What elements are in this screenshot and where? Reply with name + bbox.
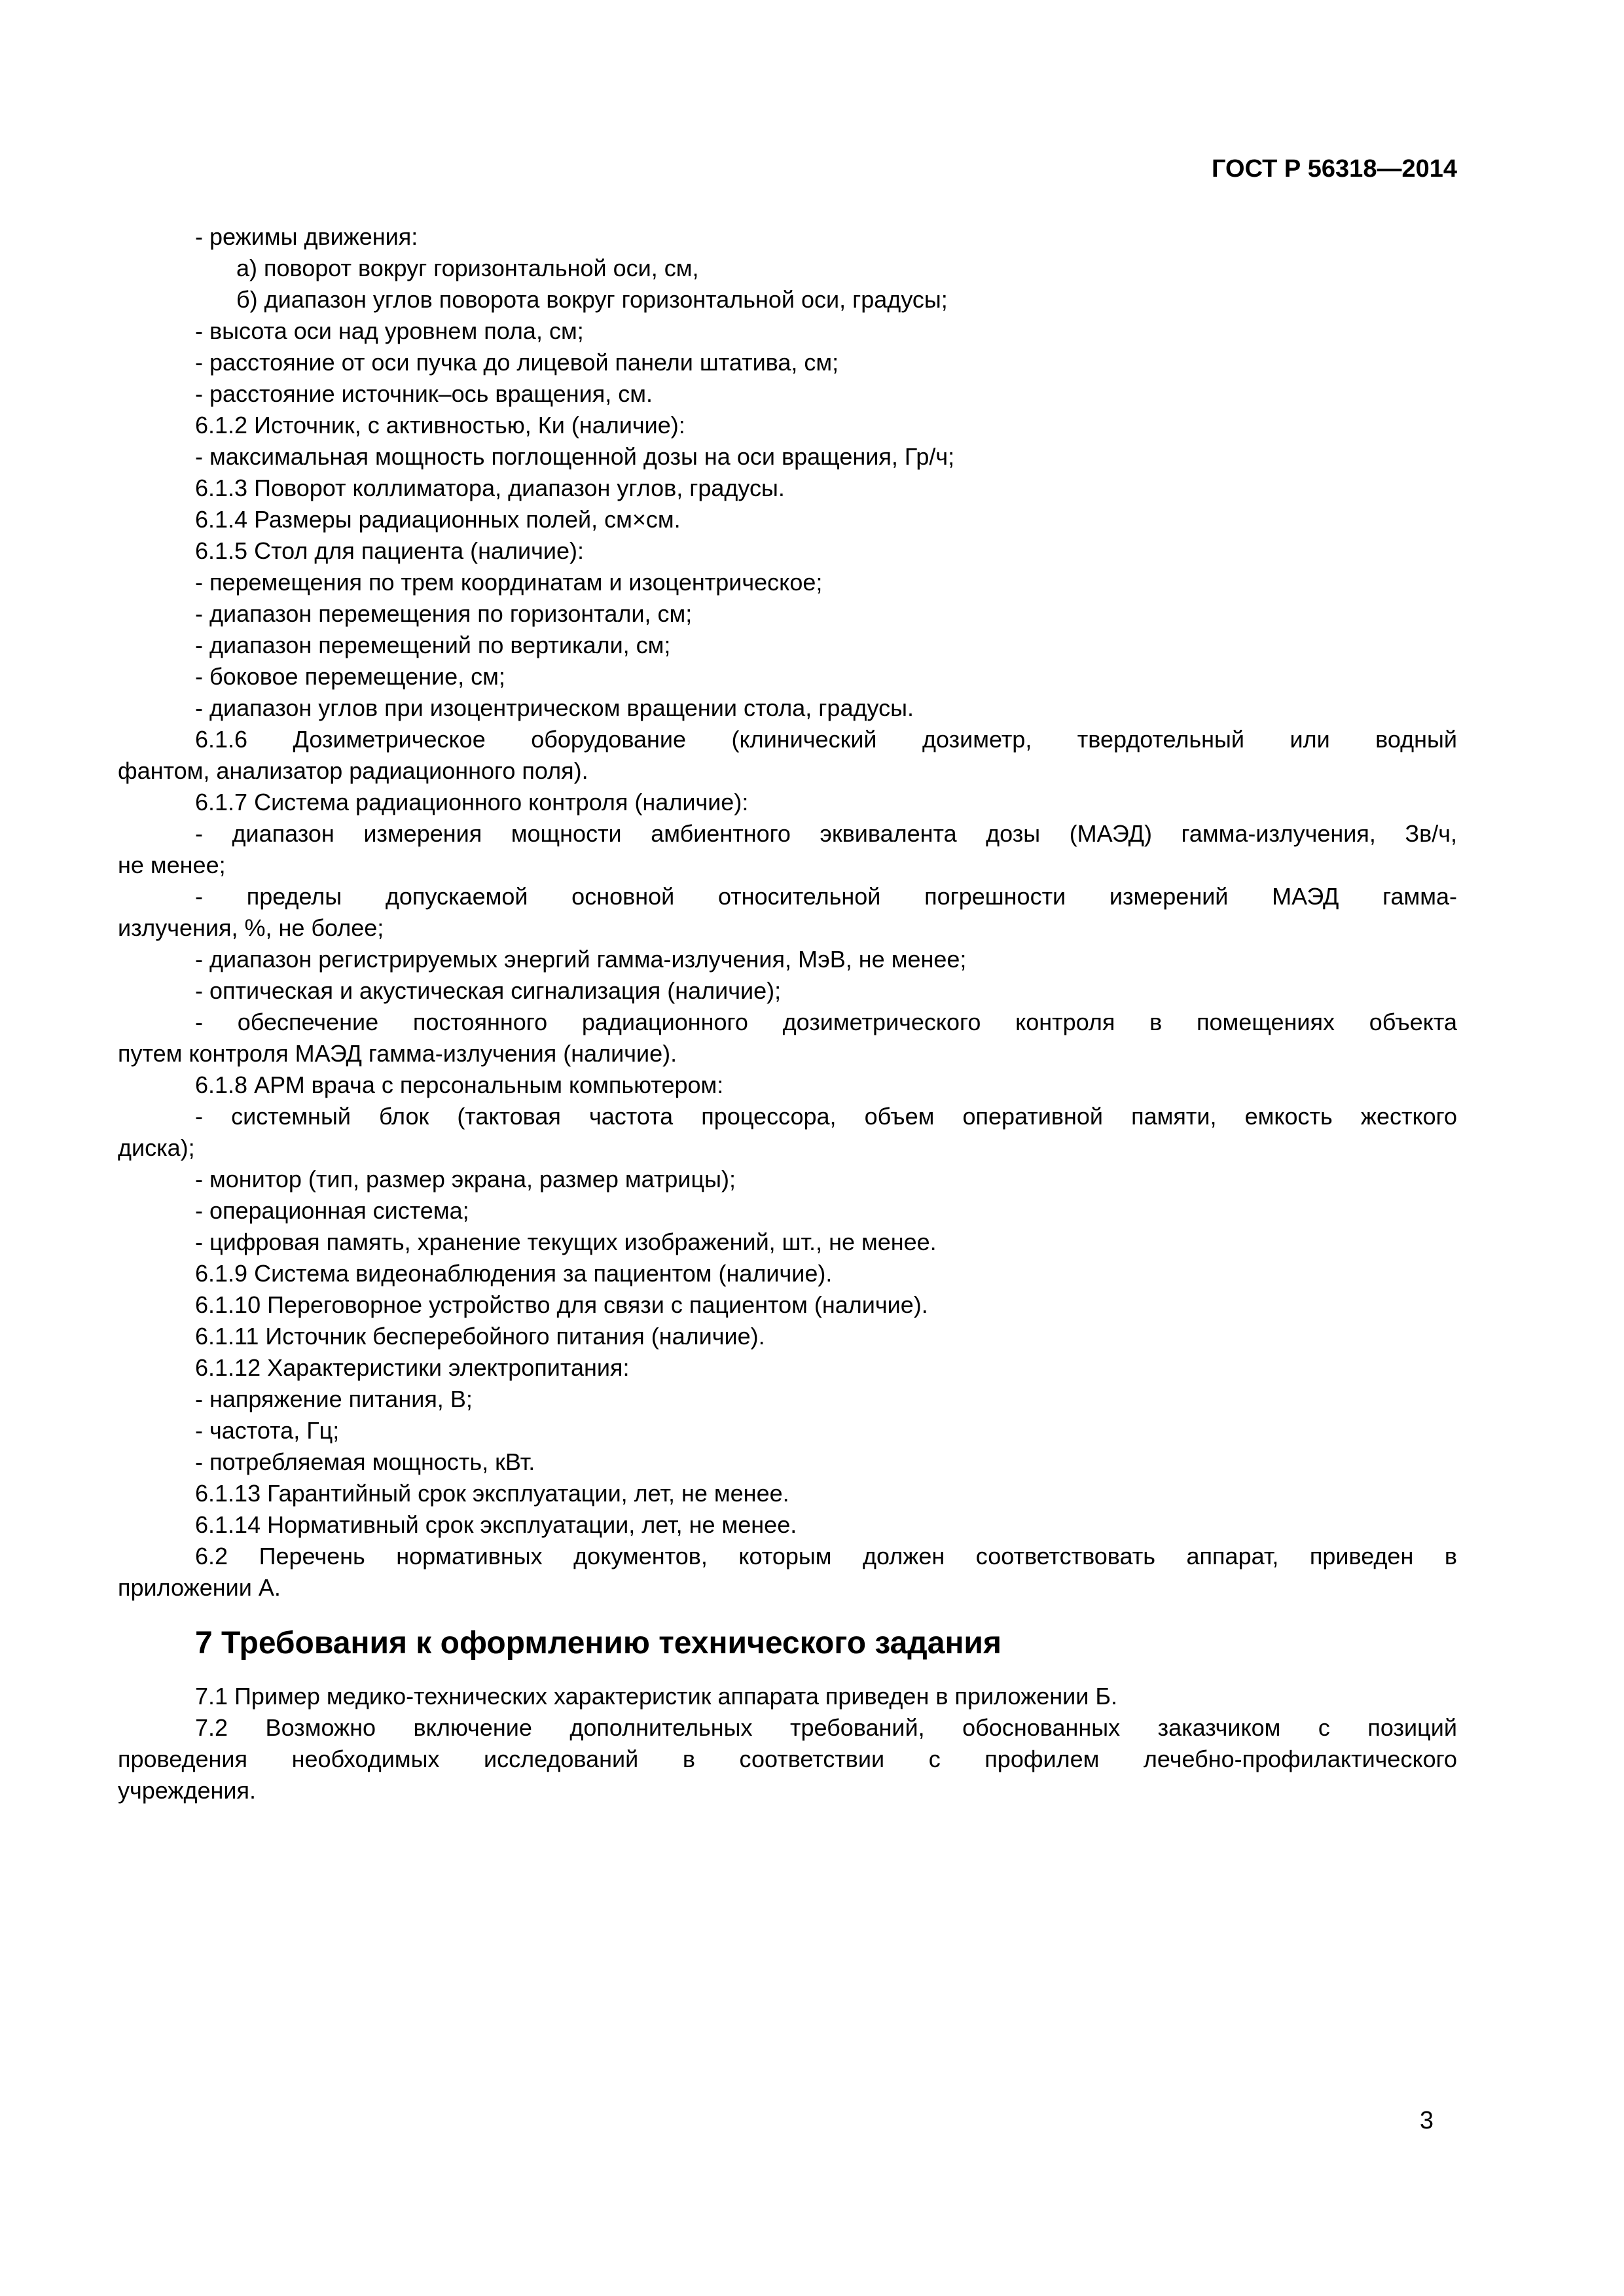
text-line: 6.1.3 Поворот коллиматора, диапазон углов, градусы. <box>195 475 785 501</box>
text-line: 6.1.6 Дозиметрическое оборудование (клинический дозиметр, твердотельный или водный <box>195 726 1457 753</box>
text-line: - диапазон перемещения по горизонтали, см; <box>195 600 693 627</box>
text-line: - расстояние от оси пучка до лицевой панели штатива, см; <box>195 349 839 376</box>
text-line: б) диапазон углов поворота вокруг горизонтальной оси, градусы; <box>236 286 948 313</box>
text-line: - перемещения по трем координатам и изоцентрическое; <box>195 569 823 596</box>
text-line: - напряжение питания, В; <box>195 1386 473 1412</box>
text-line: 6.1.13 Гарантийный срок эксплуатации, лет, не менее. <box>195 1480 789 1507</box>
text-line: - диапазон углов при изоцентрическом вращении стола, градусы. <box>195 694 914 721</box>
text-line: 6.1.7 Система радиационного контроля (наличие): <box>195 789 749 816</box>
text-line: - цифровая память, хранение текущих изображений, шт., не менее. <box>195 1229 937 1255</box>
text-line: 6.1.11 Источник бесперебойного питания (наличие). <box>195 1323 765 1350</box>
text-line: - системный блок (тактовая частота процессора, объем оперативной памяти, емкость жесткого <box>195 1103 1457 1130</box>
document-body <box>118 221 1457 1806</box>
text-line: 6.2 Перечень нормативных документов, которым должен соответствовать аппарат, приведен в <box>195 1543 1457 1570</box>
text-line: фантом, анализатор радиационного поля). <box>118 757 588 784</box>
standard-number-header: ГОСТ Р 56318—2014 <box>1212 155 1457 183</box>
text-line: - монитор (тип, размер экрана, размер матрицы); <box>195 1166 736 1193</box>
page-number: 3 <box>1419 2107 1434 2134</box>
text-line: - частота, Гц; <box>195 1417 340 1444</box>
text-line: - оптическая и акустическая сигнализация (наличие); <box>195 977 782 1004</box>
text-line: излучения, %, не более; <box>118 914 384 941</box>
text-line: проведения необходимых исследований в соответствии с профилем лечебно-профилактического <box>118 1746 1457 1772</box>
text-line: - режимы движения: <box>195 223 418 250</box>
text-line: путем контроля МАЭД гамма-излучения (наличие). <box>118 1040 677 1067</box>
text-line: 6.1.5 Стол для пациента (наличие): <box>195 537 585 564</box>
text-line: приложении А. <box>118 1574 281 1601</box>
text-line: 7.2 Возможно включение дополнительных требований, обоснованных заказчиком с позиций <box>195 1714 1457 1741</box>
text-line: - операционная система; <box>195 1197 469 1224</box>
text-line: - максимальная мощность поглощенной дозы на оси вращения, Гр/ч; <box>195 443 955 470</box>
section-heading: 7 Требования к оформлению технического задания <box>195 1626 1001 1660</box>
text-line: - боковое перемещение, см; <box>195 663 505 690</box>
text-line: 6.1.14 Нормативный срок эксплуатации, лет, не менее. <box>195 1511 797 1538</box>
text-line: 6.1.8 АРМ врача с персональным компьютером: <box>195 1071 724 1098</box>
text-line: - высота оси над уровнем пола, см; <box>195 317 584 344</box>
text-line: не менее; <box>118 852 226 878</box>
text-line: - расстояние источник–ось вращения, см. <box>195 380 653 407</box>
text-line: 6.1.10 Переговорное устройство для связи с пациентом (наличие). <box>195 1291 928 1318</box>
text-line: 6.1.12 Характеристики электропитания: <box>195 1354 630 1381</box>
text-line: 6.1.4 Размеры радиационных полей, см×см. <box>195 506 681 533</box>
text-line: - диапазон перемещений по вертикали, см; <box>195 632 671 658</box>
text-line: - диапазон регистрируемых энергий гамма-излучения, МэВ, не менее; <box>195 946 967 973</box>
text-line: диска); <box>118 1134 195 1161</box>
text-line: - потребляемая мощность, кВт. <box>195 1448 535 1475</box>
text-line: 7.1 Пример медико-технических характеристик аппарата приведен в приложении Б. <box>195 1683 1117 1710</box>
text-line: 6.1.9 Система видеонаблюдения за пациентом (наличие). <box>195 1260 833 1287</box>
text-line: учреждения. <box>118 1777 256 1804</box>
text-line: - пределы допускаемой основной относительной погрешности измерений МАЭД гамма- <box>195 883 1457 910</box>
text-line: - диапазон измерения мощности амбиентного эквивалента дозы (МАЭД) гамма-излучения, Зв/ч, <box>195 820 1457 847</box>
text-line: а) поворот вокруг горизонтальной оси, см, <box>236 255 699 281</box>
text-line: - обеспечение постоянного радиационного дозиметрического контроля в помещениях объекта <box>195 1009 1457 1035</box>
text-line: 6.1.2 Источник, с активностью, Ки (наличие): <box>195 412 685 439</box>
